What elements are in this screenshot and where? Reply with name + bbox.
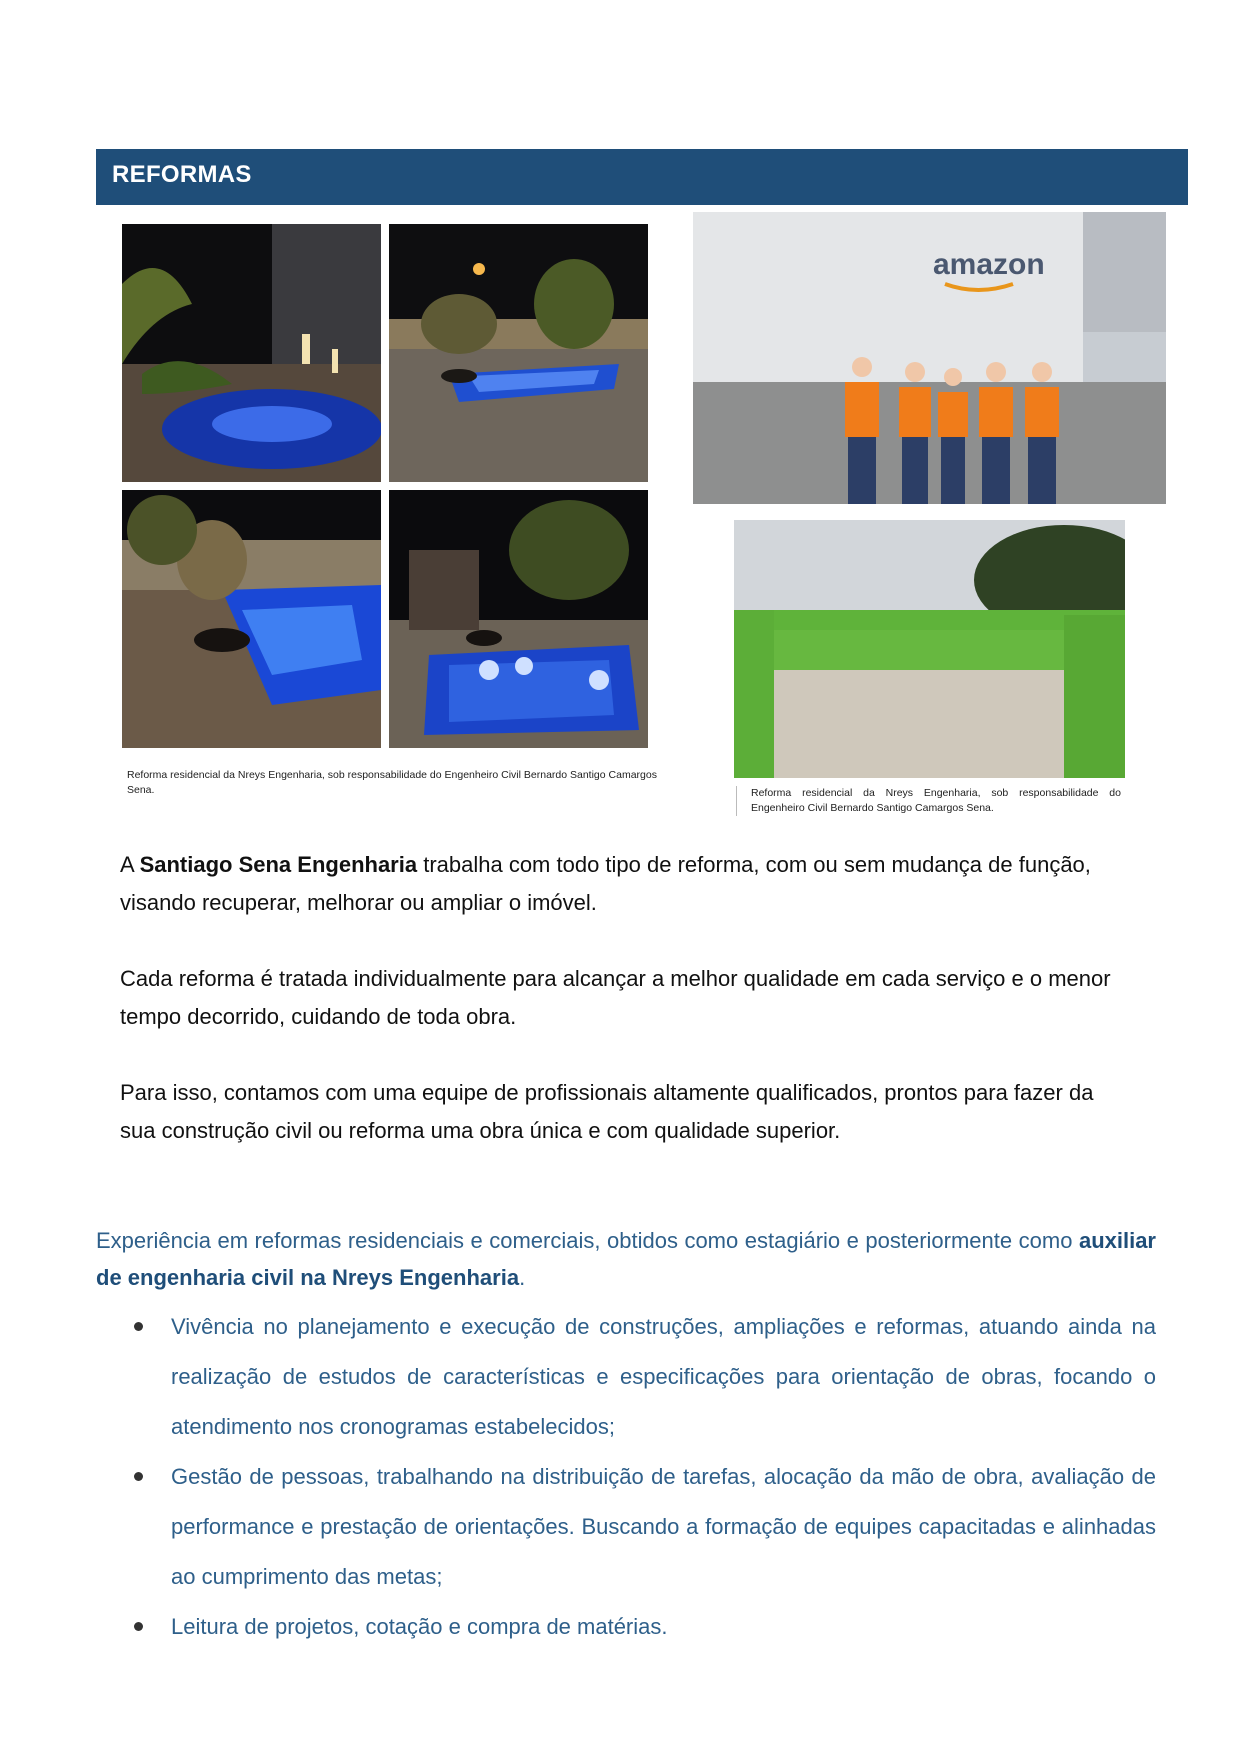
bullet-icon bbox=[134, 1472, 143, 1481]
list-item bbox=[96, 1602, 1156, 1652]
experience-role: auxiliar de engenharia civil na Nreys Engenharia bbox=[96, 1228, 1156, 1290]
pool-photo-3 bbox=[122, 490, 381, 748]
list-item-text: Gestão de pessoas, trabalhando na distribuição de tarefas, alocação da mão de obra, avaliação de performance e prestação de orientações. Buscando a formação de equipes capacitadas e alinhadas ao cumprimento das metas; bbox=[171, 1464, 1156, 1589]
terrace-photo bbox=[734, 520, 1125, 778]
list-item-text: Vivência no planejamento e execução de construções, ampliações e reformas, atuando ainda na realização de estudos de características e especificações para orientação de obras, focando o atendimento nos cronogramas estabelecidos; bbox=[171, 1314, 1156, 1439]
experience-paragraph bbox=[96, 1222, 1156, 1296]
pool-photo-2 bbox=[389, 224, 648, 482]
list-item bbox=[96, 1302, 1156, 1452]
bullet-icon bbox=[134, 1322, 143, 1331]
experience-suffix: . bbox=[519, 1265, 526, 1290]
section-title: REFORMAS bbox=[112, 161, 252, 188]
intro-paragraph-3: Para isso, contamos com uma equipe de profissionais altamente qualificados, prontos para fazer da sua construção civil ou reforma uma obra única e com qualidade superior. bbox=[120, 1080, 1094, 1143]
pool-photo-1 bbox=[122, 224, 381, 482]
pool-photo-4 bbox=[389, 490, 648, 748]
bullet-icon bbox=[134, 1622, 143, 1631]
experience-list bbox=[96, 1302, 1156, 1652]
list-item-text: Leitura de projetos, cotação e compra de matérias. bbox=[171, 1614, 668, 1639]
intro-paragraph-2: Cada reforma é tratada individualmente para alcançar a melhor qualidade em cada serviço e o menor tempo decorrido, cuidando de toda obra. bbox=[120, 966, 1111, 1029]
list-item bbox=[96, 1452, 1156, 1602]
experience-prefix: Experiência em reformas residenciais e comerciais, obtidos como estagiário e posteriormente como bbox=[96, 1228, 1079, 1253]
company-name: Santiago Sena Engenharia bbox=[139, 852, 418, 877]
amazon-sign-text: amazon bbox=[933, 248, 1045, 281]
intro-p1-rest: trabalha com todo tipo de reforma, com ou sem mudança de função, visando recuperar, melhorar ou ampliar o imóvel. bbox=[120, 852, 1091, 915]
intro-p1-prefix: A bbox=[120, 852, 140, 877]
intro-paragraph-1 bbox=[120, 846, 1130, 922]
photo-caption-left: Reforma residencial da Nreys Engenharia, sob responsabilidade do Engenheiro Civil Bernardo Santigo Camargos Sena. bbox=[127, 769, 657, 796]
amazon-site-photo bbox=[693, 212, 1166, 504]
photo-caption-right: Reforma residencial da Nreys Engenharia, sob responsabilidade do Engenheiro Civil Bernardo Santigo Camargos Sena. bbox=[736, 786, 1121, 816]
section-header bbox=[96, 149, 1188, 205]
